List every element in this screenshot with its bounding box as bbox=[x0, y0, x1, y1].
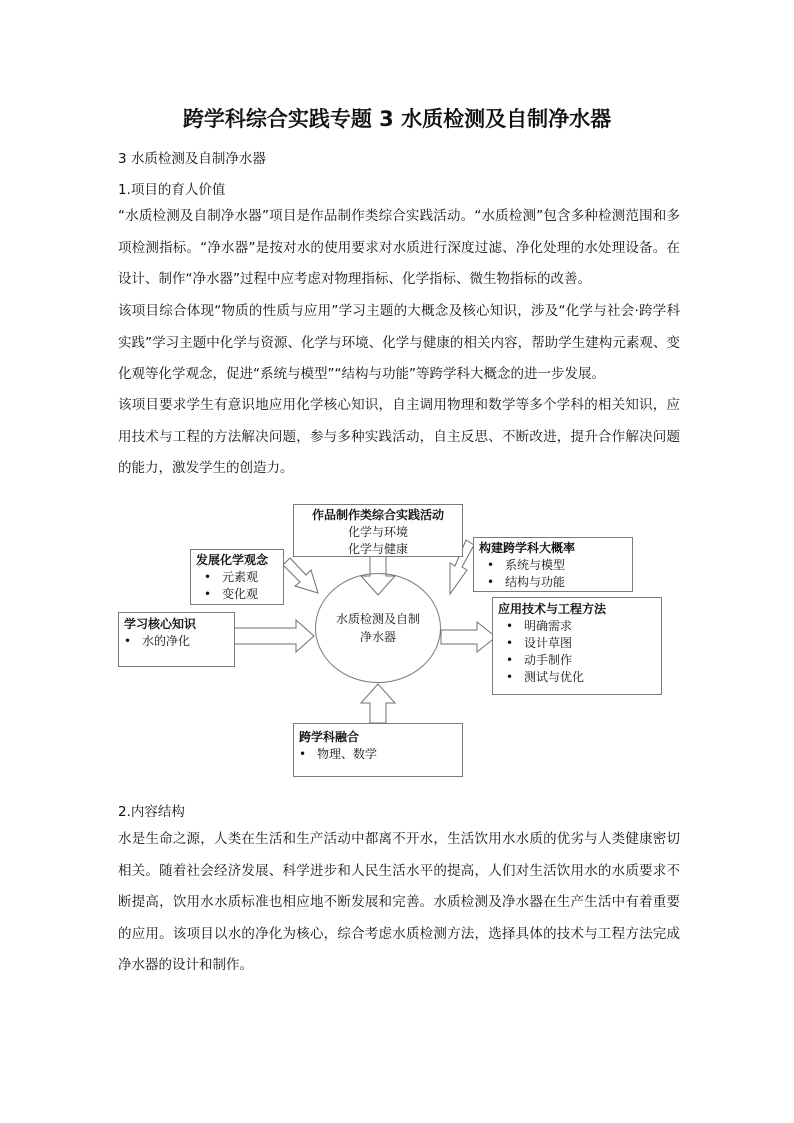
bigidea-box-title: 构建跨学科大概率 bbox=[479, 541, 576, 555]
core-knowledge-title: 学习核心知识 bbox=[124, 617, 197, 631]
list-item: • 系统与模型 bbox=[487, 557, 632, 574]
section2-paragraph-1: 水是生命之源，人类在生活和生产活动中都离不开水，生活饮用水水质的优劣与人类健康密切相关。随着社会经济发展、科学进步和人民生活水平的提高，人们对生活饮用水的水质要求不断提高，饮用水水质标准也相应地不断发展和完善。水质检测及净水器在生产生活中有着重要的应用。该项目以水的净化为核心，综合考虑水质检测方法，选择具体的技术与工程方法完成净水器的设计和制作。 bbox=[118, 831, 680, 973]
list-item: • 结构与功能 bbox=[487, 574, 632, 591]
list-item: • 设计草图 bbox=[506, 635, 661, 652]
section1-paragraph-2: 该项目综合体现“物质的性质与应用”学习主题的大概念及核心知识，涉及“化学与社会·跨学科实践”学习主题中化学与资源、化学与环境、化学与健康的相关内容，帮助学生建构元素观、变化观等化学观念，促进“系统与模型”“结构与功能”等跨学科大概念的进一步发展。 bbox=[118, 303, 680, 382]
list-item: • 动手制作 bbox=[506, 652, 661, 669]
top-box-line: 化学与环境 bbox=[347, 525, 408, 539]
center-label-line: 水质检测及自制 bbox=[335, 612, 420, 626]
core-knowledge-box bbox=[118, 612, 235, 667]
list-item: • 物理、数学 bbox=[299, 746, 462, 763]
fusion-box bbox=[293, 723, 463, 777]
top-box bbox=[293, 504, 463, 557]
section1-paragraph-3: 该项目要求学生有意识地应用化学核心知识，自主调用物理和数学等多个学科的相关知识，应用技术与工程的方法解决问题，参与多种实践活动，自主反思、不断改进，提升合作解决问题的能力，激发学生的创造力。 bbox=[118, 397, 680, 476]
arrow-concept-diagonal bbox=[283, 558, 318, 593]
section1-paragraph-1: “水质检测及自制净水器”项目是作品制作类综合实践活动。“水质检测”包含多种检测范围和多项检测指标。“净水器”是按对水的使用要求对水质进行深度过滤、净化处理的水处理设备。在设计、制作“净水器”过程中应考虑对物理指标、化学指标、微生物指标的改善。 bbox=[118, 208, 680, 287]
center-label-line: 净水器 bbox=[359, 630, 396, 644]
method-box bbox=[492, 597, 662, 695]
center-ellipse bbox=[315, 573, 441, 683]
list-item: • 变化观 bbox=[204, 586, 283, 603]
concept-box bbox=[190, 549, 284, 605]
arrow-core-right bbox=[234, 620, 314, 652]
list-item: • 测试与优化 bbox=[506, 669, 661, 686]
fusion-box-title: 跨学科融合 bbox=[299, 730, 360, 744]
concept-box-title: 发展化学观念 bbox=[196, 553, 269, 567]
list-item: • 元素观 bbox=[204, 569, 283, 586]
arrow-fusion-up bbox=[361, 684, 395, 723]
method-box-title: 应用技术与工程方法 bbox=[498, 602, 607, 616]
bigidea-box bbox=[473, 537, 633, 592]
section2-heading: 2.内容结构 bbox=[118, 804, 185, 820]
subtitle: 3 水质检测及自制净水器 bbox=[118, 151, 266, 167]
list-item: • 水的净化 bbox=[124, 633, 234, 650]
list-item: • 明确需求 bbox=[506, 618, 661, 635]
arrow-method-right bbox=[441, 622, 496, 652]
top-box-line: 化学与健康 bbox=[347, 542, 408, 556]
page-title: 跨学科综合实践专题 3 水质检测及自制净水器 bbox=[182, 107, 612, 131]
section1-heading: 1.项目的育人价值 bbox=[118, 182, 226, 198]
top-box-title: 作品制作类综合实践活动 bbox=[311, 508, 444, 522]
